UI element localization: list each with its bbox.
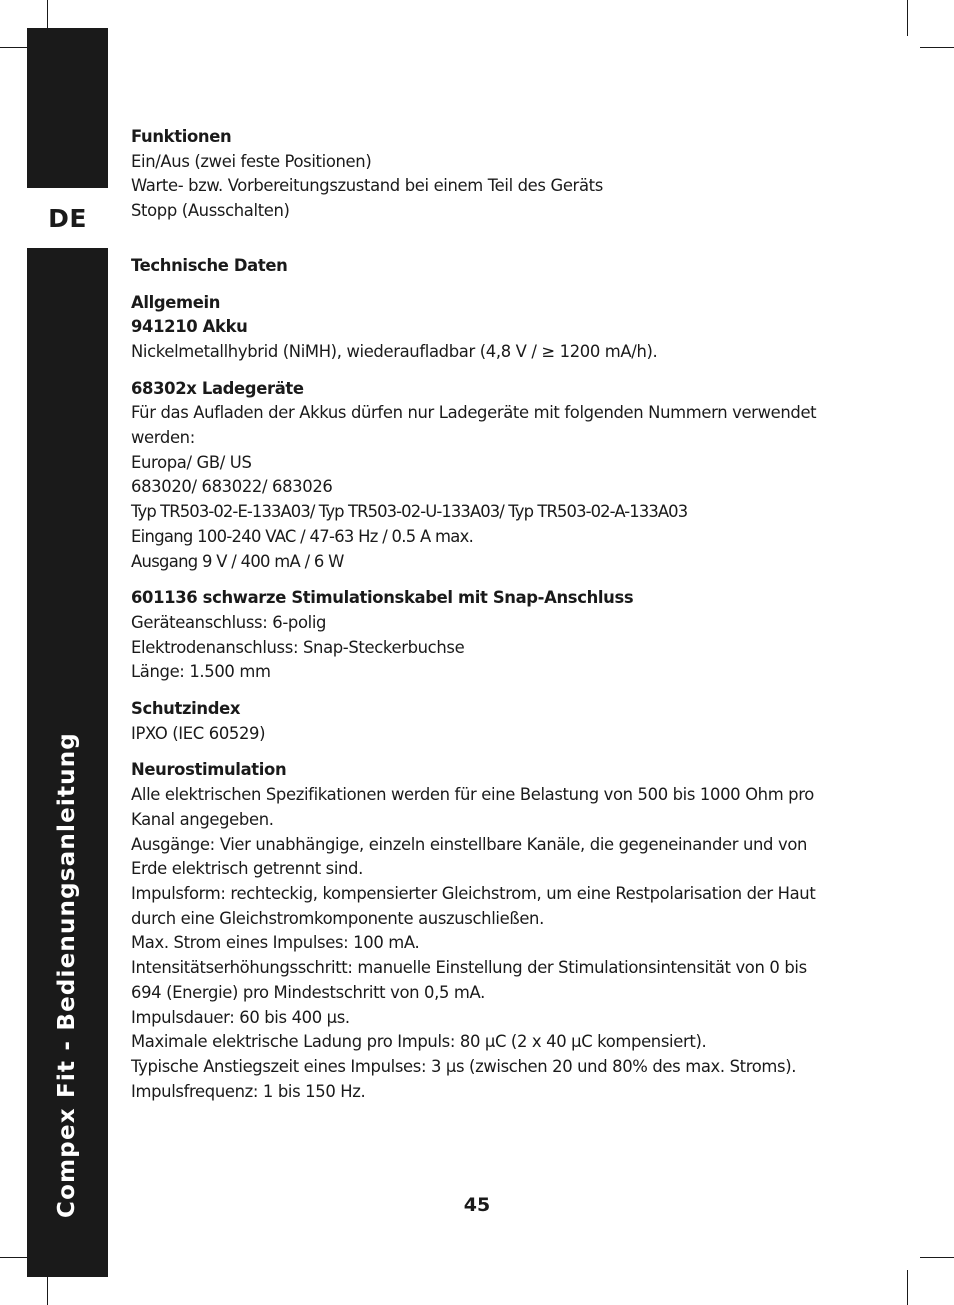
page-number: 45 [463,1194,491,1216]
language-tab: DE [48,203,87,233]
text-line: Für das Aufladen der Akkus dürfen nur Ladegeräte mit folgenden Nummern verwendet [131,403,817,423]
text-line: 694 (Energie) pro Mindestschritt von 0,5 mA. [131,982,485,1002]
text-line: Impulsfrequenz: 1 bis 150 Hz. [131,1081,366,1101]
crop-mark [907,1270,908,1305]
section-heading: Allgemein [131,292,221,312]
text-line: Typische Anstiegszeit eines Impulses: 3 µs (zwischen 20 und 80% des max. Stroms). [131,1056,797,1076]
text-line: durch eine Gleichstromkomponente auszuschließen. [131,908,544,928]
text-line: Alle elektrischen Spezifikationen werden für eine Belastung von 500 bis 1000 Ohm pro [131,785,814,805]
crop-mark [920,47,954,48]
text-line: Ein/Aus (zwei feste Positionen) [131,151,372,171]
section-schutzindex [131,697,831,746]
crop-mark [920,1257,954,1258]
sidebar-band-top [27,28,108,188]
text-line: werden: [131,428,195,448]
text-line: IPXO (IEC 60529) [131,723,266,743]
text-line: Ausgang 9 V / 400 mA / 6 W [131,551,344,571]
section-kabel [131,586,831,685]
text-line: Max. Strom eines Impulses: 100 mA. [131,933,420,953]
text-line: Warte- bzw. Vorbereitungszustand bei einem Teil des Geräts [131,176,603,196]
section-heading: Schutzindex [131,699,241,719]
text-line: Intensitätserhöhungsschritt: manuelle Einstellung der Stimulationsintensität von 0 bis [131,958,807,978]
section-heading: Neurostimulation [131,760,287,780]
section-technische-daten [131,254,831,279]
sidebar-manual-title: Compex Fit - Bedienungsanleitung [54,732,80,1218]
section-heading: 68302x Ladegeräte [131,378,304,398]
text-line: Stopp (Ausschalten) [131,201,290,221]
text-line: Ausgänge: Vier unabhängige, einzeln einstellbare Kanäle, die gegeneinander und von [131,834,808,854]
text-line: Impulsdauer: 60 bis 400 µs. [131,1007,350,1027]
section-funktionen [131,125,831,224]
text-line: Geräteanschluss: 6-polig [131,612,327,632]
text-line: Eingang 100-240 VAC / 47-63 Hz / 0.5 A max. [131,526,474,546]
text-line: Europa/ GB/ US [131,452,252,472]
text-line: Maximale elektrische Ladung pro Impuls: 80 µC (2 x 40 µC kompensiert). [131,1032,707,1052]
section-ladegeraete [131,377,831,575]
section-heading: Funktionen [131,127,232,146]
section-neurostimulation [131,758,831,1104]
text-line: Elektrodenanschluss: Snap-Steckerbuchse [131,637,465,657]
text-line: Typ TR503-02-E-133A03/ Typ TR503-02-U-133A03/ Typ TR503-02-A-133A03 [131,502,688,522]
page-content [131,125,831,1104]
section-allgemein [131,291,831,365]
text-line: Kanal angegeben. [131,809,274,829]
text-line: Nickelmetallhybrid (NiMH), wiederaufladbar (4,8 V / ≥ 1200 mA/h). [131,341,658,361]
section-heading: 601136 schwarze Stimulationskabel mit Snap-Anschluss [131,588,634,608]
text-line: 683020/ 683022/ 683026 [131,477,333,497]
text-line: Erde elektrisch getrennt sind. [131,859,363,879]
subsection-heading: 941210 Akku [131,317,248,337]
section-heading: Technische Daten [131,255,288,275]
text-line: Länge: 1.500 mm [131,662,271,682]
text-line: Impulsform: rechteckig, kompensierter Gleichstrom, um eine Restpolarisation der Haut [131,883,816,903]
crop-mark [907,0,908,36]
